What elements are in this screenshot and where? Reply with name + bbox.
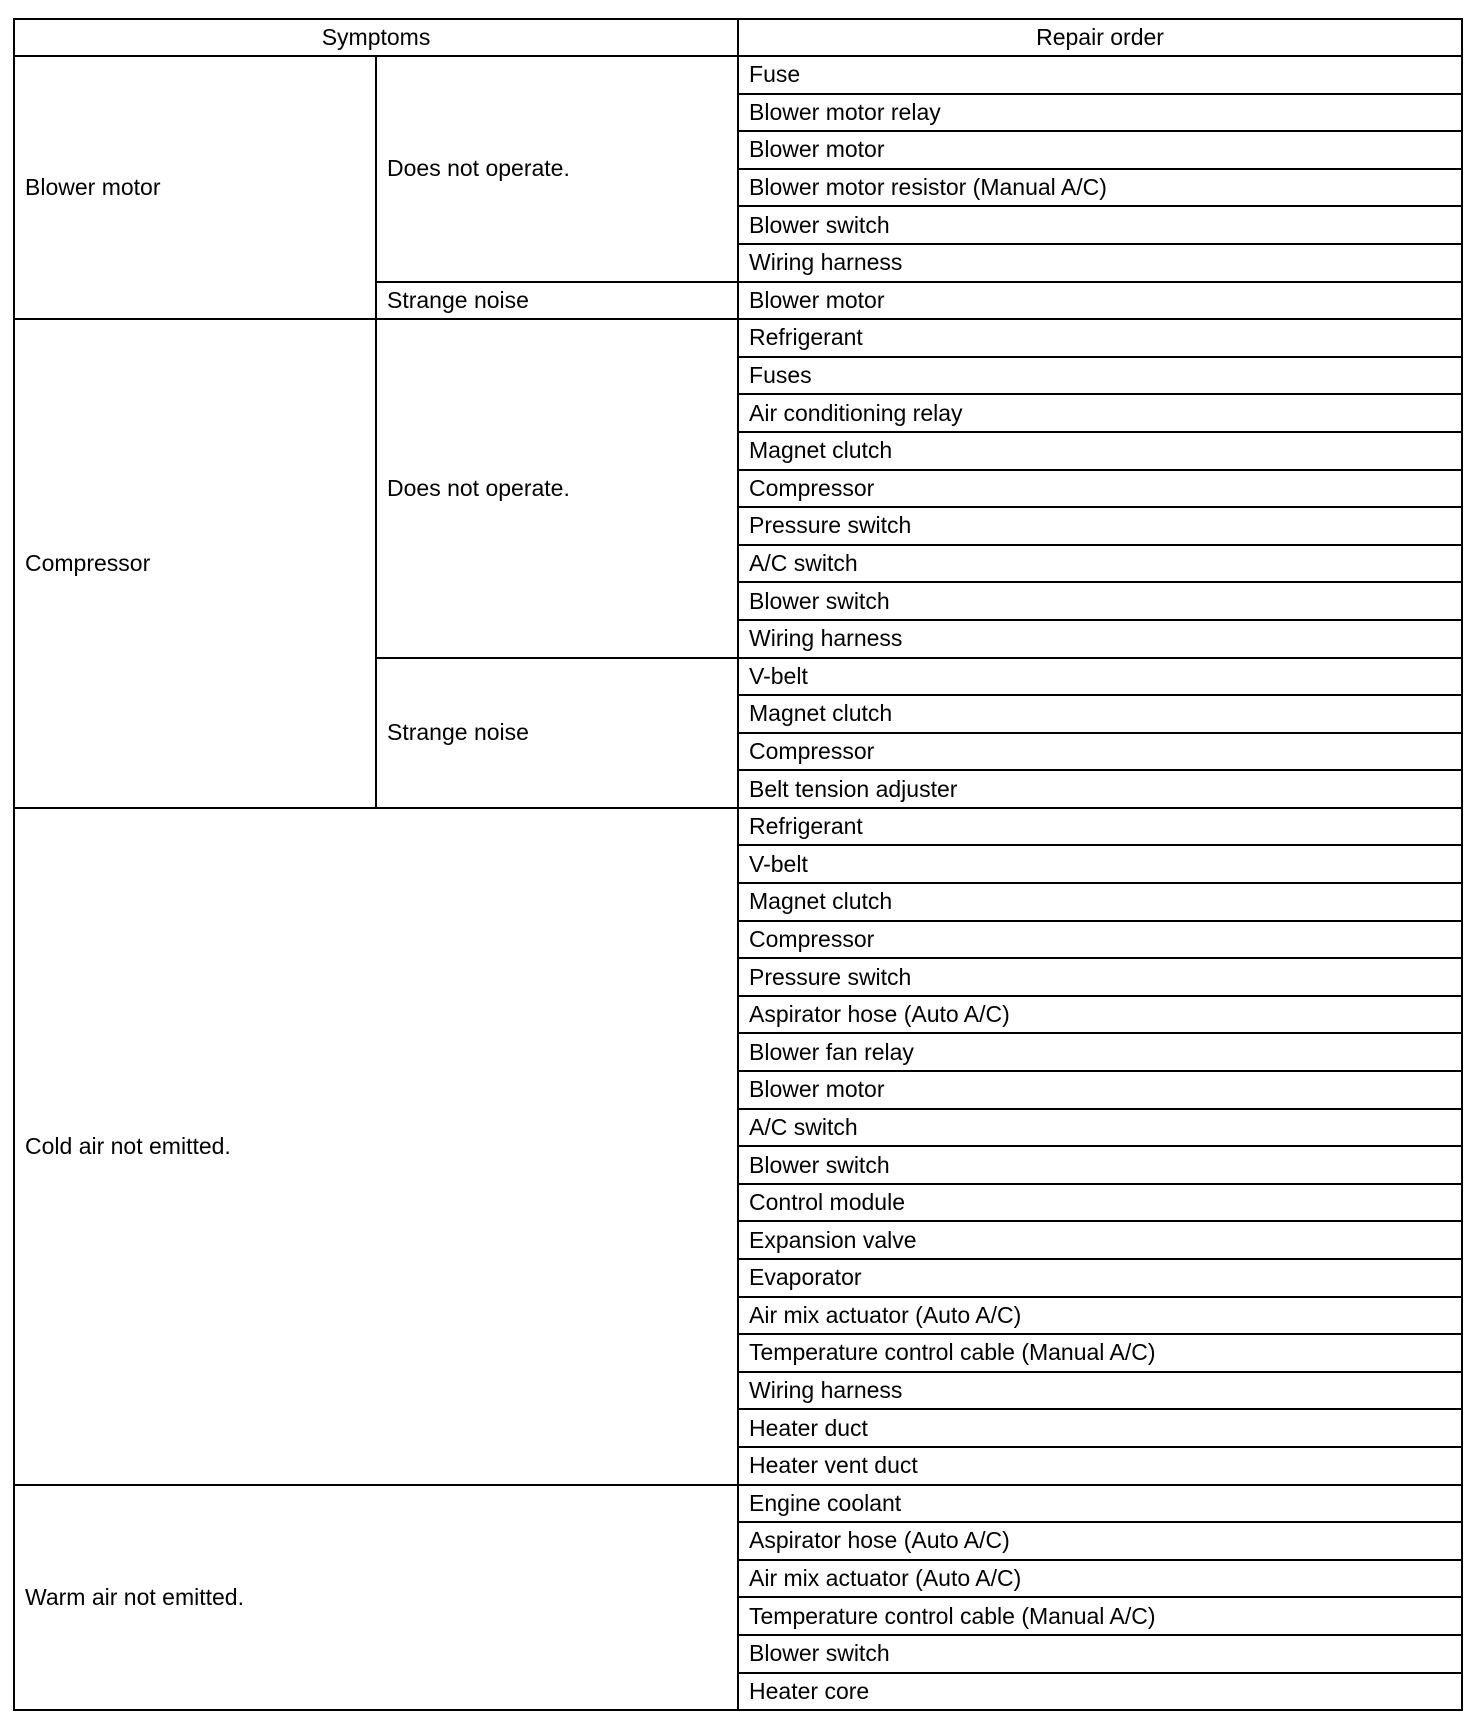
- repair-item: Air mix actuator (Auto A/C): [738, 1560, 1462, 1598]
- repair-item: Air mix actuator (Auto A/C): [738, 1297, 1462, 1335]
- repair-item: Refrigerant: [738, 808, 1462, 846]
- repair-item: Temperature control cable (Manual A/C): [738, 1334, 1462, 1372]
- repair-item: Blower fan relay: [738, 1033, 1462, 1071]
- repair-item: Pressure switch: [738, 507, 1462, 545]
- repair-item: A/C switch: [738, 545, 1462, 583]
- repair-item: Evaporator: [738, 1259, 1462, 1297]
- repair-item: Belt tension adjuster: [738, 770, 1462, 808]
- repair-item: Control module: [738, 1184, 1462, 1222]
- repair-item: A/C switch: [738, 1109, 1462, 1147]
- repair-item: Blower switch: [738, 1146, 1462, 1184]
- repair-item: Refrigerant: [738, 319, 1462, 357]
- repair-item: V-belt: [738, 658, 1462, 696]
- repair-item: Blower motor: [738, 282, 1462, 320]
- symptom-detail: Strange noise: [376, 658, 738, 808]
- symptom-detail: Strange noise: [376, 282, 738, 320]
- repair-item: Aspirator hose (Auto A/C): [738, 1522, 1462, 1560]
- repair-item: Wiring harness: [738, 244, 1462, 282]
- header-row: [14, 19, 1462, 56]
- table-row: [14, 319, 1462, 357]
- repair-item: Heater core: [738, 1673, 1462, 1711]
- repair-item: V-belt: [738, 845, 1462, 883]
- repair-item: Engine coolant: [738, 1485, 1462, 1523]
- repair-item: Magnet clutch: [738, 432, 1462, 470]
- repair-item: Air conditioning relay: [738, 394, 1462, 432]
- repair-item: Fuse: [738, 56, 1462, 94]
- repair-item: Heater vent duct: [738, 1447, 1462, 1485]
- repair-item: Blower motor: [738, 1071, 1462, 1109]
- repair-item: Pressure switch: [738, 958, 1462, 996]
- repair-item: Wiring harness: [738, 620, 1462, 658]
- repair-item: Compressor: [738, 733, 1462, 771]
- symptom-detail: Does not operate.: [376, 319, 738, 657]
- repair-item: Compressor: [738, 470, 1462, 508]
- repair-item: Wiring harness: [738, 1372, 1462, 1410]
- repair-order-header: Repair order: [738, 19, 1462, 56]
- repair-item: Aspirator hose (Auto A/C): [738, 996, 1462, 1034]
- repair-item: Magnet clutch: [738, 883, 1462, 921]
- table-body: [14, 56, 1462, 1710]
- symptoms-header: Symptoms: [14, 19, 738, 56]
- repair-item: Heater duct: [738, 1409, 1462, 1447]
- repair-item: Temperature control cable (Manual A/C): [738, 1597, 1462, 1635]
- repair-item: Blower switch: [738, 582, 1462, 620]
- symptom-category: Cold air not emitted.: [14, 808, 738, 1485]
- table-row: [14, 808, 1462, 846]
- repair-item: Blower switch: [738, 206, 1462, 244]
- repair-item: Blower motor: [738, 131, 1462, 169]
- repair-item: Blower motor relay: [738, 94, 1462, 132]
- repair-item: Blower switch: [738, 1635, 1462, 1673]
- table-row: [14, 1485, 1462, 1523]
- table-row: [14, 56, 1462, 94]
- symptom-detail: Does not operate.: [376, 56, 738, 282]
- repair-item: Expansion valve: [738, 1221, 1462, 1259]
- repair-item: Compressor: [738, 921, 1462, 959]
- symptom-category: Blower motor: [14, 56, 376, 319]
- symptom-category: Warm air not emitted.: [14, 1485, 738, 1711]
- repair-order-table: [13, 18, 1463, 1711]
- repair-item: Magnet clutch: [738, 695, 1462, 733]
- repair-item: Blower motor resistor (Manual A/C): [738, 169, 1462, 207]
- repair-item: Fuses: [738, 357, 1462, 395]
- symptom-category: Compressor: [14, 319, 376, 808]
